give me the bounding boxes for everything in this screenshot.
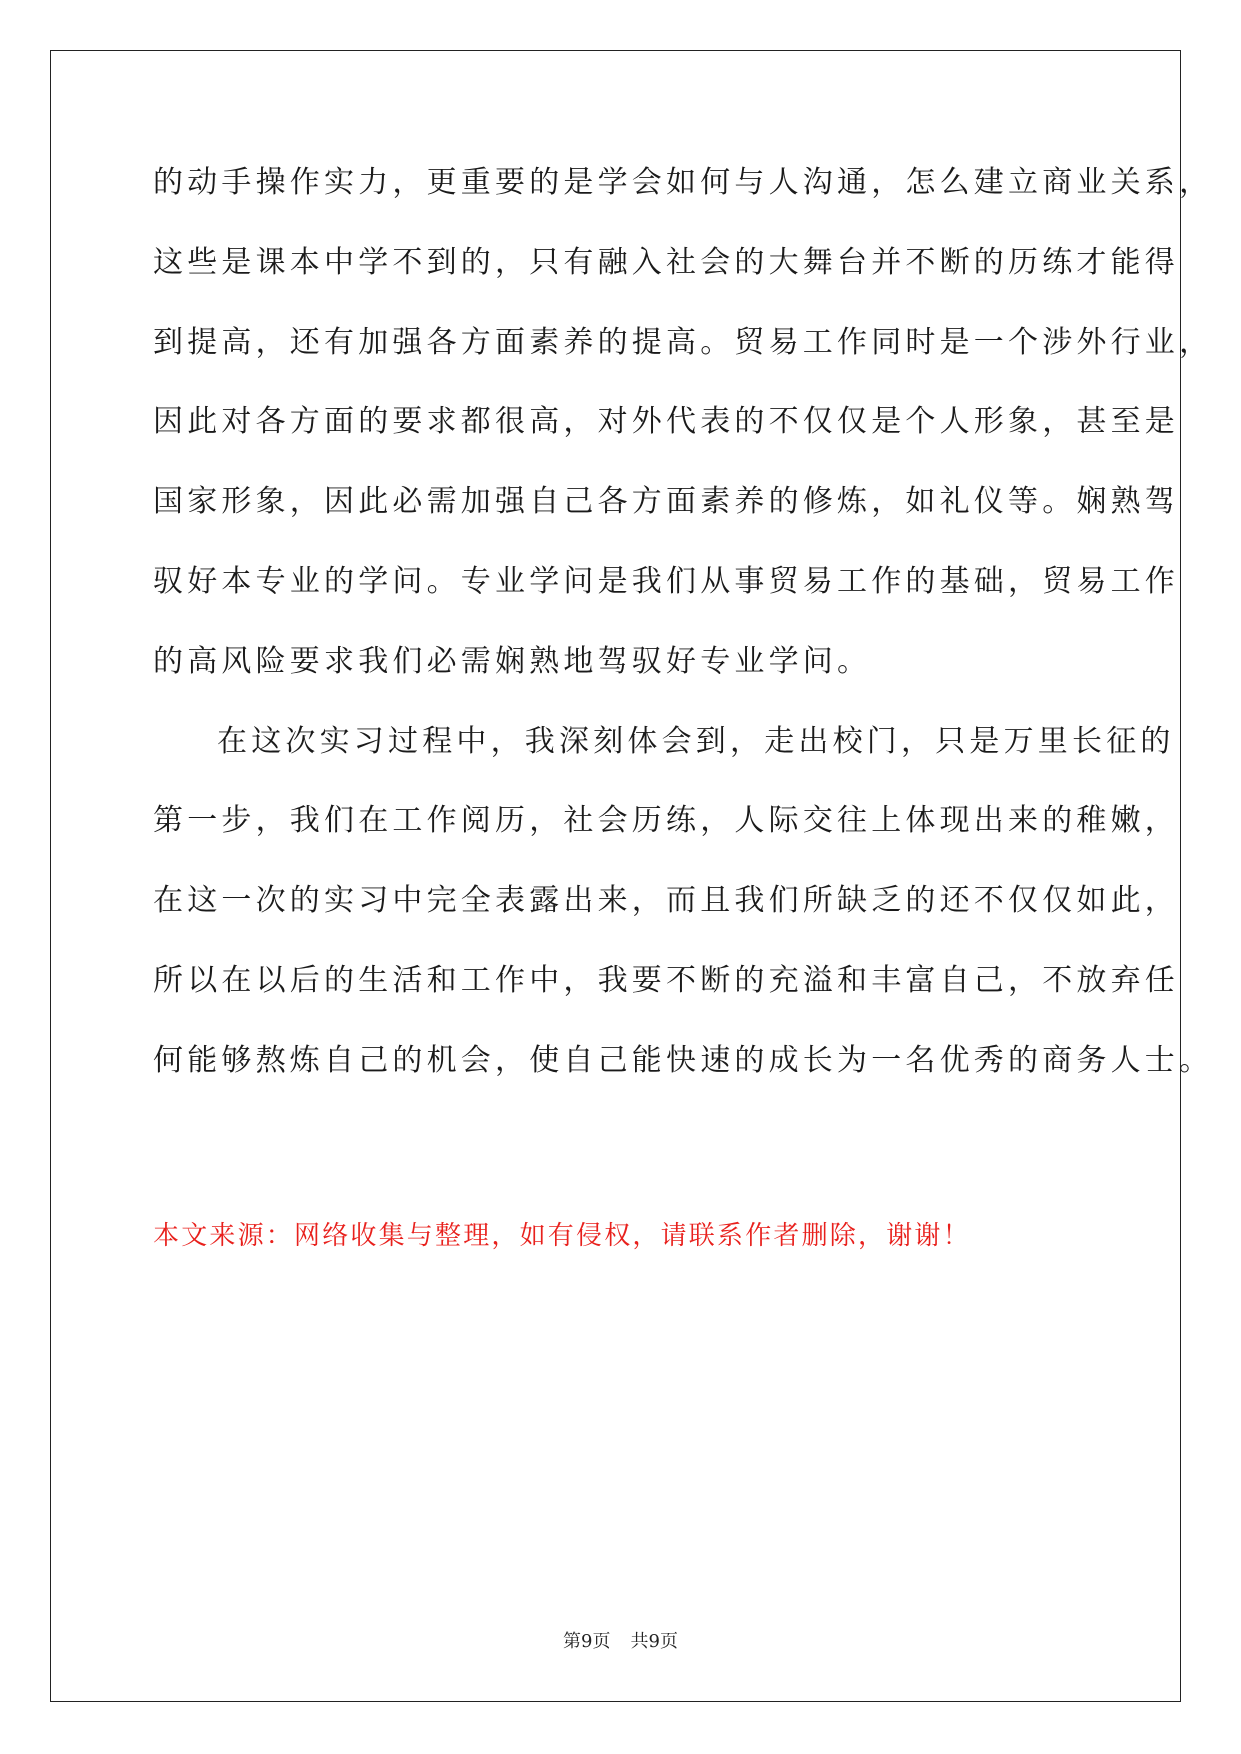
paragraph-line: 所以在以后的生活和工作中，我要不断的充溢和丰富自己，不放弃任 [153,962,1179,998]
document-body [153,162,1214,1120]
paragraph-line: 这些是课本中学不到的，只有融入社会的大舞台并不断的历练才能得 [153,244,1179,280]
paragraph-line: 的动手操作实力，更重要的是学会如何与人沟通，怎么建立商业关系， [153,165,1214,200]
page-footer [0,1630,1241,1654]
page-number-total: 共9页 [630,1631,678,1652]
paragraph-line: 何能够熬炼自己的机会，使自己能快速的成长为一名优秀的商务人士。 [153,1042,1214,1078]
paragraph-line-first: 在这次实习过程中，我深刻体会到，走出校门，只是万里长征的 [217,723,1175,759]
paragraph-line: 驭好本专业的学问。专业学问是我们从事贸易工作的基础，贸易工作 [153,563,1179,599]
source-note: 本文来源：网络收集与整理，如有侵权，请联系作者删除，谢谢！ [153,1221,971,1251]
paragraph-line: 因此对各方面的要求都很高，对外代表的不仅仅是个人形象，甚至是 [153,404,1179,440]
paragraph-line: 在这一次的实习中完全表露出来，而且我们所缺乏的还不仅仅如此， [153,883,1179,919]
paragraph-line: 第一步，我们在工作阅历，社会历练，人际交往上体现出来的稚嫩， [153,803,1179,839]
paragraph-line: 的高风险要求我们必需娴熟地驾驭好专业学问。 [153,643,872,679]
paragraph-line: 到提高，还有加强各方面素养的提高。贸易工作同时是一个涉外行业， [153,324,1214,360]
page-number-current: 第9页 [563,1631,611,1652]
paragraph-line: 国家形象，因此必需加强自己各方面素养的修炼，如礼仪等。娴熟驾 [153,484,1179,520]
